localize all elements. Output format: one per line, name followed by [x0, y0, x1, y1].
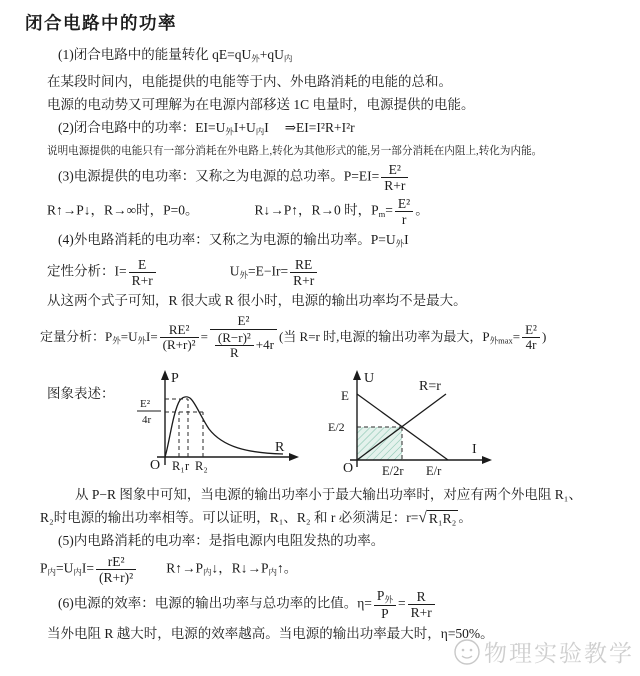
- paragraph-energy-conversion: (1)闭合电路中的能量转化 qE=qU外+qU内: [58, 47, 293, 64]
- paragraph-pr-reading-1: 从 P−R 图象中可知，当电源的输出功率小于最大输出功率时，对应有两个外电阻 R₁、: [75, 486, 582, 502]
- x-axis-label: R: [274, 439, 284, 455]
- paragraph-efficiency-note: 当外电阻 R 越大时，电源的效率越高。当电源的输出功率最大时，η=50%。: [47, 626, 494, 642]
- power-curve: [165, 397, 283, 457]
- paragraph-energy-sum: 在某段时间内，电能提供的电能等于内、外电路消耗的电能的总和。: [47, 73, 452, 89]
- paragraph-qualitative: 定性分析：I= $\frac{E}{R+r}$ U外=E−Ir= $\frac{RE}{R+r}$: [47, 256, 626, 289]
- figure-caption: 图象表述：: [47, 385, 115, 401]
- paragraph-internal-power: (5)内电路消耗的电功率：是指电源内电阻发热的功率。: [58, 532, 385, 548]
- pr-power-graph: [131, 367, 306, 477]
- y-axis-label: P: [170, 370, 179, 386]
- paragraph-quantitative: 定量分析：P外=U外I= $\frac{\text{RE²}}{\text{(R+r)²}}$ = E² $\frac{\text{(R−r)²}}{R}$ +4r (当 R=r 时,电源的输出功率为最大，P外max= $\frac{\text{E²}}{4r}$ ): [40, 313, 547, 361]
- paragraph-total-power: (3)电源提供的电功率：又称之为电源的总功率。P=EI= $\frac{\text{E²}}{R+r}$: [58, 161, 626, 194]
- peak-value-numerator: E²: [139, 397, 150, 410]
- tick-e: E: [340, 387, 349, 403]
- peak-value-denominator: 4r: [141, 413, 151, 426]
- x-axis-label: I: [471, 441, 477, 457]
- tick-r1: R₁: [171, 458, 185, 473]
- origin-label: O: [342, 460, 353, 476]
- ui-graph: [324, 367, 499, 482]
- y-axis-arrow-icon: [161, 370, 169, 380]
- tick-r2: R₂: [194, 458, 208, 473]
- y-axis-label: U: [363, 370, 374, 386]
- tick-e-half: E/2: [327, 419, 345, 434]
- paragraph-emf-meaning: 电源的电动势又可理解为在电源内部移送 1C 电量时，电源提供的电能。: [47, 96, 475, 112]
- paragraph-circuit-power: (2)闭合电路中的功率：EI=U外I+U内I ⇒EI=I²R+I²r: [58, 119, 355, 136]
- x-axis-arrow-icon: [289, 453, 299, 461]
- figures-row: [47, 367, 640, 482]
- watermark-text: 物理实验教学: [484, 640, 634, 666]
- load-line-label: R=r: [418, 378, 441, 394]
- paragraph-limits: R↑→P↓，R→∞时，P=0。 R↓→P↑，R→0 时，Pm= $\frac{\text{E²}}{r}$ 。: [47, 196, 429, 228]
- tick-e-r: E/r: [425, 463, 441, 478]
- paragraph-output-power: (4)外电路消耗的电功率：又称之为电源的输出功率。P=U外I: [58, 232, 409, 249]
- paragraph-efficiency: (6)电源的效率：电源的输出功率与总功率的比值。η= $\frac{\text{P外}}{P}$ = $\frac{R}{R+r}$: [58, 587, 626, 622]
- page-title: 闭合电路中的功率: [25, 13, 177, 33]
- paragraph-pr-reading-2: R₂时电源的输出功率相等。可以证明，R₁、R₂ 和 r 必须满足：r= √ R₁R₂ 。: [40, 508, 472, 526]
- origin-label: O: [149, 457, 160, 473]
- note-energy-split: 说明电源提供的电能只有一部分消耗在外电路上,转化为其他形式的能,另一部分消耗在内阻上,转化为内能。: [47, 146, 543, 157]
- paragraph-conclusion: 从这两个式子可知，R 很大或 R 很小时，电源的输出功率均不是最大。: [47, 293, 467, 309]
- tick-r: r: [184, 458, 189, 473]
- y-axis-arrow-icon: [353, 370, 361, 380]
- x-axis-arrow-icon: [482, 456, 492, 464]
- tick-e-2r: E/2r: [381, 463, 404, 478]
- paragraph-internal-formula: P内=U内I= $\frac{\text{rE²}}{\text{(R+r)²}}$ R↑→P内↓，R↓→P内↑。: [40, 553, 298, 585]
